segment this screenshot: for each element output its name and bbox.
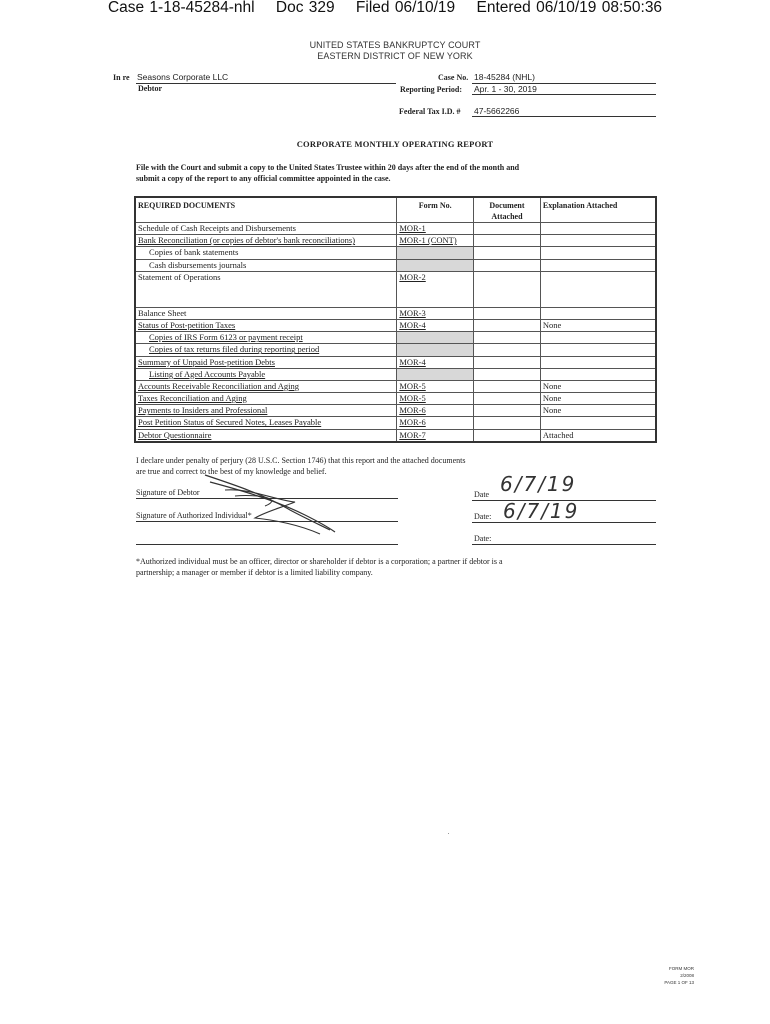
form-number-cell (397, 259, 474, 271)
required-document-label: Statement of Operations (135, 271, 397, 307)
header-document-attached: Document Attached (474, 197, 541, 223)
table-row (135, 356, 656, 368)
explanation-cell (540, 247, 656, 259)
document-attached-cell (474, 307, 541, 319)
table-row (135, 223, 656, 235)
table-row (135, 380, 656, 392)
reporting-period-label: Reporting Period: (400, 85, 462, 94)
debtor-name: Seasons Corporate LLC (137, 72, 229, 82)
document-attached-cell (474, 247, 541, 259)
form-number-cell: MOR-4 (397, 319, 474, 331)
header-explanation-attached: Explanation Attached (540, 197, 656, 223)
table-row (135, 271, 656, 307)
table-row (135, 319, 656, 331)
required-document-label: Status of Post-petition Taxes (135, 319, 397, 331)
required-documents-table (134, 196, 657, 443)
form-number-cell (397, 368, 474, 380)
document-attached-cell (474, 405, 541, 417)
form-number-cell: MOR-5 (397, 393, 474, 405)
explanation-cell (540, 332, 656, 344)
table-row (135, 368, 656, 380)
explanation-cell (540, 271, 656, 307)
date-line-3 (472, 544, 656, 545)
table-row (135, 344, 656, 356)
required-document-label: Balance Sheet (135, 307, 397, 319)
filed-date-stamp: Filed 06/10/19 (355, 0, 456, 16)
document-attached-cell (474, 380, 541, 392)
explanation-cell (540, 417, 656, 429)
required-document-label: Accounts Receivable Reconciliation and Aging (135, 380, 397, 392)
explanation-cell (540, 356, 656, 368)
table-row (135, 235, 656, 247)
explanation-cell (540, 235, 656, 247)
required-document-label: Copies of bank statements (135, 247, 397, 259)
table-row (135, 405, 656, 417)
explanation-cell: None (540, 405, 656, 417)
date-label-1: Date (474, 490, 490, 499)
reporting-period-rule (472, 94, 656, 95)
document-attached-cell (474, 319, 541, 331)
debtor-signature-label: Signature of Debtor (136, 488, 200, 497)
case-no-label: Case No. (438, 73, 469, 82)
required-document-label: Schedule of Cash Receipts and Disbursements (135, 223, 397, 235)
report-title: CORPORATE MONTHLY OPERATING REPORT (296, 139, 494, 149)
form-number-cell: MOR-1 (CONT) (397, 235, 474, 247)
required-document-label: Summary of Unpaid Post-petition Debts (135, 356, 397, 368)
document-attached-cell (474, 393, 541, 405)
blank-signature-line (136, 544, 398, 545)
table-row (135, 307, 656, 319)
form-number-cell: MOR-1 (397, 223, 474, 235)
document-attached-cell (474, 259, 541, 271)
required-document-label: Cash disbursements journals (135, 259, 397, 271)
court-name: UNITED STATES BANKRUPTCY COURT (309, 40, 481, 50)
form-mark-line-3: PAGE 1 OF 13 (664, 980, 694, 985)
required-document-label: Listing of Aged Accounts Payable (135, 368, 397, 380)
document-attached-cell (474, 344, 541, 356)
form-number-cell: MOR-3 (397, 307, 474, 319)
debtor-label: Debtor (138, 84, 162, 93)
case-number-stamp: Case 1-18-45284-nhl (107, 0, 255, 16)
document-attached-cell (474, 417, 541, 429)
authorized-signature-label: Signature of Authorized Individual* (136, 511, 252, 520)
instructions-line-1: File with the Court and submit a copy to the United States Trustee within 20 days after the end of the month and (136, 163, 520, 172)
form-number-cell (397, 332, 474, 344)
document-attached-cell (474, 429, 541, 442)
form-number-cell (397, 247, 474, 259)
form-number-cell: MOR-2 (397, 271, 474, 307)
explanation-cell: Attached (540, 429, 656, 442)
date-line-2 (472, 522, 656, 523)
entered-date-stamp: Entered 06/10/19 08:50:36 (476, 0, 663, 16)
document-attached-cell (474, 356, 541, 368)
form-number-cell: MOR-7 (397, 429, 474, 442)
required-document-label: Post Petition Status of Secured Notes, Leases Payable (135, 417, 397, 429)
filing-header (0, 0, 770, 17)
form-mark-line-2: 2/2008 (680, 973, 694, 978)
scan-speck (448, 833, 449, 834)
reporting-period-value: Apr. 1 - 30, 2019 (474, 84, 537, 94)
document-attached-cell (474, 332, 541, 344)
required-document-label: Copies of IRS Form 6123 or payment receipt (135, 332, 397, 344)
case-no-value: 18-45284 (NHL) (474, 72, 535, 82)
table-row (135, 259, 656, 271)
required-document-label: Debtor Questionnaire (135, 429, 397, 442)
explanation-cell (540, 368, 656, 380)
footnote-line-1: *Authorized individual must be an officer, director or shareholder if debtor is a corporation; a partner if debtor is a (136, 557, 503, 566)
document-attached-cell (474, 368, 541, 380)
tax-id-rule (472, 116, 656, 117)
explanation-cell: None (540, 393, 656, 405)
form-number-cell: MOR-5 (397, 380, 474, 392)
table-row (135, 429, 656, 442)
explanation-cell: None (540, 380, 656, 392)
explanation-cell (540, 223, 656, 235)
handwritten-signature (195, 470, 345, 540)
table-row (135, 332, 656, 344)
handwritten-date-2: 6/7/19 (503, 499, 580, 523)
footnote-line-2: partnership; a manager or member if debtor is a limited liability company. (136, 568, 373, 577)
header-form-no: Form No. (397, 197, 474, 223)
doc-number-stamp: Doc 329 (275, 0, 335, 16)
in-re-label: In re (113, 73, 130, 82)
table-row (135, 247, 656, 259)
tax-id-label: Federal Tax I.D. # (399, 107, 461, 116)
explanation-cell (540, 307, 656, 319)
form-number-cell: MOR-6 (397, 405, 474, 417)
form-mark-line-1: FORM MOR (669, 966, 694, 971)
explanation-cell (540, 344, 656, 356)
header-required-documents: REQUIRED DOCUMENTS (135, 197, 397, 223)
table-row (135, 393, 656, 405)
document-attached-cell (474, 235, 541, 247)
instructions-line-2: submit a copy of the report to any official committee appointed in the case. (136, 174, 391, 183)
required-document-label: Bank Reconciliation (or copies of debtor's bank reconciliations) (135, 235, 397, 247)
table-row (135, 417, 656, 429)
tax-id-value: 47-5662266 (474, 106, 520, 116)
explanation-cell: None (540, 319, 656, 331)
form-number-cell: MOR-4 (397, 356, 474, 368)
required-document-label: Copies of tax returns filed during reporting period (135, 344, 397, 356)
declaration-line-1: I declare under penalty of perjury (28 U.S.C. Section 1746) that this report and the attached documents (136, 456, 466, 465)
explanation-cell (540, 259, 656, 271)
form-number-cell (397, 344, 474, 356)
date-label-2: Date: (474, 512, 492, 521)
document-attached-cell (474, 223, 541, 235)
court-district: EASTERN DISTRICT OF NEW YORK (317, 51, 473, 61)
declaration-line-2: are true and correct to the best of my knowledge and belief. (136, 467, 327, 476)
debtor-name-rule (136, 83, 396, 84)
required-document-label: Payments to Insiders and Professional (135, 405, 397, 417)
form-number-cell: MOR-6 (397, 417, 474, 429)
document-attached-cell (474, 271, 541, 307)
date-label-3: Date: (474, 534, 492, 543)
required-document-label: Taxes Reconciliation and Aging (135, 393, 397, 405)
handwritten-date-1: 6/7/19 (500, 472, 577, 496)
